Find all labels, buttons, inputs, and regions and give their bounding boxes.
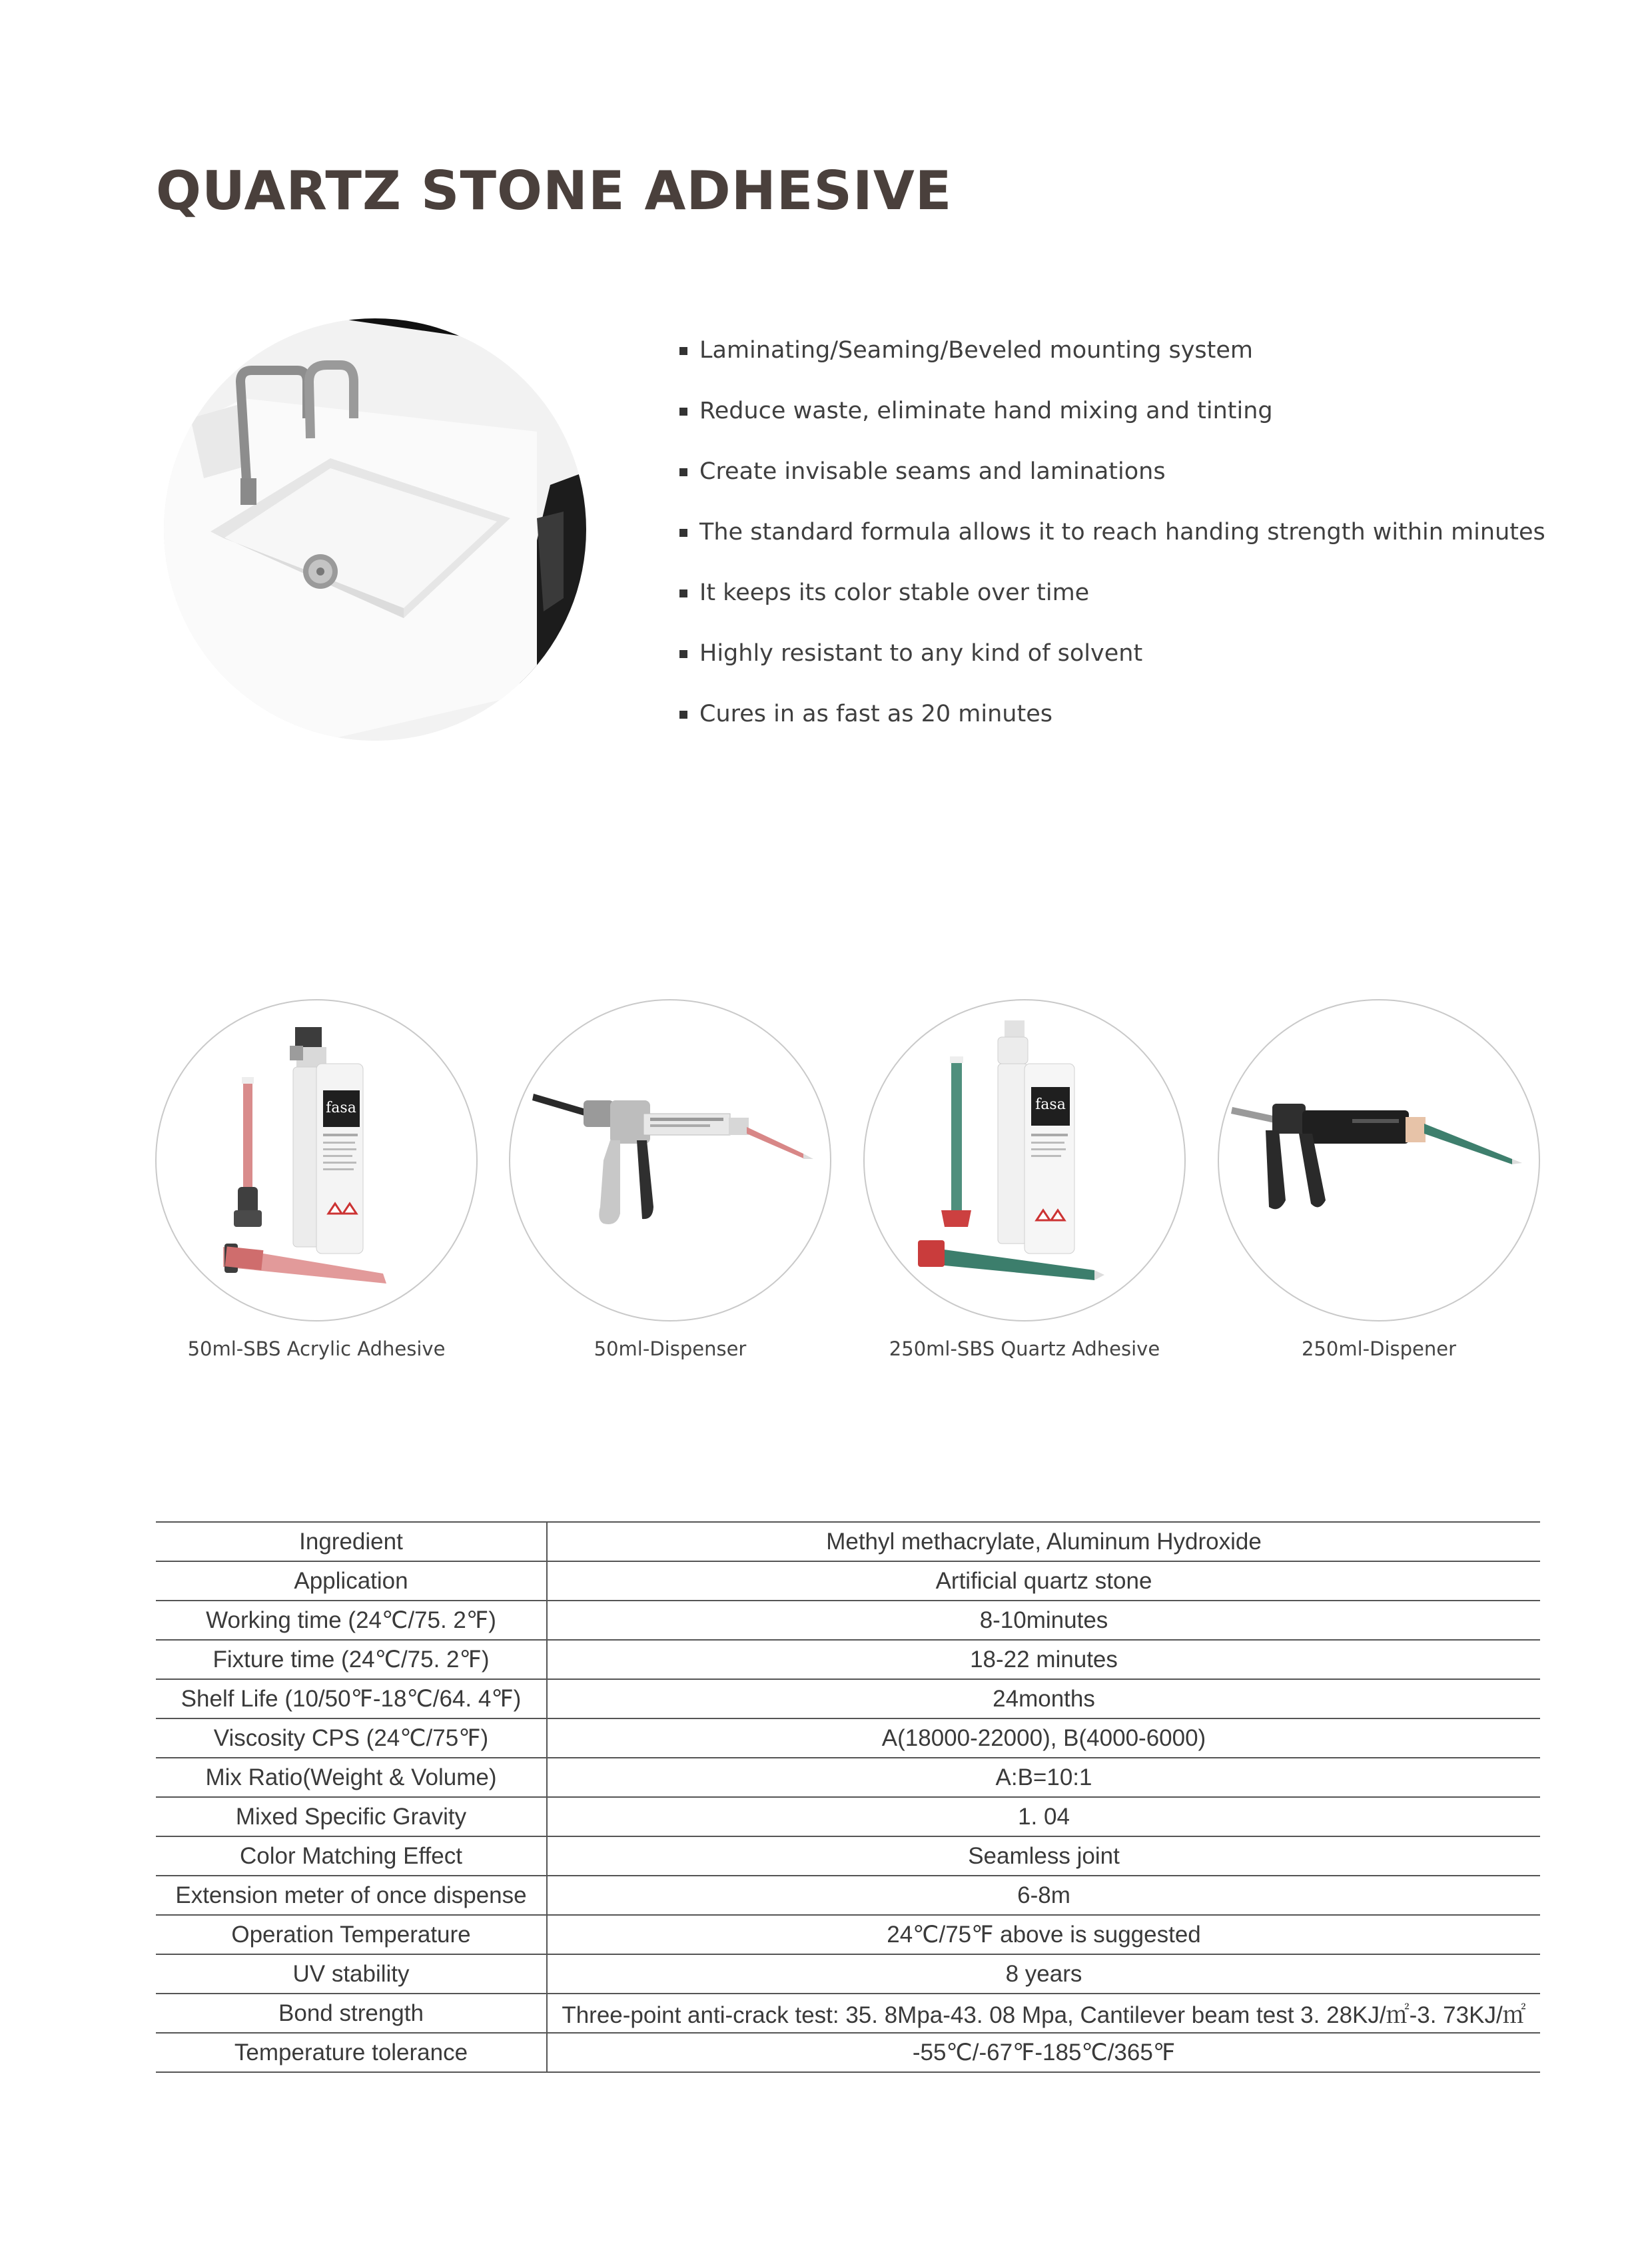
- spec-value: 6-8m: [547, 1876, 1540, 1915]
- bullet-icon: [679, 650, 687, 658]
- cartridge-250ml-photo: [863, 999, 1186, 1321]
- product-caption: 250ml-Dispener: [1301, 1337, 1456, 1360]
- spec-key: Temperature tolerance: [156, 2033, 547, 2072]
- table-row: [156, 1876, 1540, 1915]
- table-row: [156, 1640, 1540, 1679]
- spec-value: 8 years: [547, 1954, 1540, 1994]
- product-card: [1218, 999, 1540, 1360]
- product-caption: 50ml-SBS Acrylic Adhesive: [187, 1337, 446, 1360]
- sink-photo: [164, 318, 586, 741]
- spec-key: Mix Ratio(Weight & Volume): [156, 1758, 547, 1797]
- brand-logo: fasa: [326, 1100, 356, 1116]
- brand-logo: fasa: [1035, 1096, 1066, 1113]
- table-row: [156, 1679, 1540, 1718]
- spec-key: Ingredient: [156, 1522, 547, 1561]
- bullet-icon: [679, 347, 687, 355]
- table-row: [156, 1718, 1540, 1758]
- feature-item: Highly resistant to any kind of solvent: [679, 636, 1545, 697]
- feature-item: Laminating/Seaming/Beveled mounting system: [679, 333, 1545, 394]
- spec-value: A(18000-22000), B(4000-6000): [547, 1718, 1540, 1758]
- bullet-icon: [679, 529, 687, 537]
- spec-value: Seamless joint: [547, 1836, 1540, 1876]
- table-row: [156, 1561, 1540, 1601]
- table-row: [156, 1758, 1540, 1797]
- spec-value: Artificial quartz stone: [547, 1561, 1540, 1601]
- specs-table: [156, 1521, 1540, 2073]
- table-row: [156, 1601, 1540, 1640]
- spec-value: -55℃/-67℉-185℃/365℉: [547, 2033, 1540, 2072]
- table-row: [156, 1797, 1540, 1836]
- product-caption: 50ml-Dispenser: [594, 1337, 747, 1360]
- feature-item: Cures in as fast as 20 minutes: [679, 697, 1545, 757]
- product-card: [863, 999, 1186, 1360]
- spec-value: 1. 04: [547, 1797, 1540, 1836]
- product-caption: 250ml-SBS Quartz Adhesive: [889, 1337, 1160, 1360]
- spec-value: Three-point anti-crack test: 35. 8Mpa-43. 08 Mpa, Cantilever beam test 3. 28KJ/㎡-3. 73KJ/㎡: [547, 1994, 1540, 2033]
- spec-key: Extension meter of once dispense: [156, 1876, 547, 1915]
- bullet-icon: [679, 711, 687, 719]
- dispenser-50ml-photo: [509, 999, 831, 1321]
- spec-key: Fixture time (24℃/75. 2℉): [156, 1640, 547, 1679]
- spec-key: Shelf Life (10/50℉-18℃/64. 4℉): [156, 1679, 547, 1718]
- spec-value: Methyl methacrylate, Aluminum Hydroxide: [547, 1522, 1540, 1561]
- spec-key: Operation Temperature: [156, 1915, 547, 1954]
- feature-item: It keeps its color stable over time: [679, 575, 1545, 636]
- spec-value: A:B=10:1: [547, 1758, 1540, 1797]
- table-row: [156, 1954, 1540, 1994]
- bullet-icon: [679, 589, 687, 597]
- spec-key: UV stability: [156, 1954, 547, 1994]
- table-row: [156, 1522, 1540, 1561]
- spec-key: Color Matching Effect: [156, 1836, 547, 1876]
- page-title: QUARTZ STONE ADHESIVE: [156, 160, 953, 222]
- spec-key: Viscosity CPS (24℃/75℉): [156, 1718, 547, 1758]
- spec-value: 24℃/75℉ above is suggested: [547, 1915, 1540, 1954]
- spec-key: Application: [156, 1561, 547, 1601]
- dispenser-250ml-photo: [1218, 999, 1540, 1321]
- bullet-icon: [679, 408, 687, 416]
- spec-key: Bond strength: [156, 1994, 547, 2033]
- spec-key: Working time (24℃/75. 2℉): [156, 1601, 547, 1640]
- product-card: [509, 999, 831, 1360]
- spec-value: 24months: [547, 1679, 1540, 1718]
- feature-item: Reduce waste, eliminate hand mixing and tinting: [679, 394, 1545, 454]
- feature-list: [679, 333, 1545, 757]
- table-row: [156, 1836, 1540, 1876]
- feature-item: Create invisable seams and laminations: [679, 454, 1545, 515]
- product-card: [155, 999, 478, 1360]
- table-row: [156, 1994, 1540, 2033]
- table-row: [156, 2033, 1540, 2072]
- cartridge-50ml-photo: [155, 999, 478, 1321]
- spec-value: 18-22 minutes: [547, 1640, 1540, 1679]
- spec-key: Mixed Specific Gravity: [156, 1797, 547, 1836]
- bullet-icon: [679, 468, 687, 476]
- table-row: [156, 1915, 1540, 1954]
- spec-value: 8-10minutes: [547, 1601, 1540, 1640]
- feature-item: The standard formula allows it to reach handing strength within minutes: [679, 515, 1545, 575]
